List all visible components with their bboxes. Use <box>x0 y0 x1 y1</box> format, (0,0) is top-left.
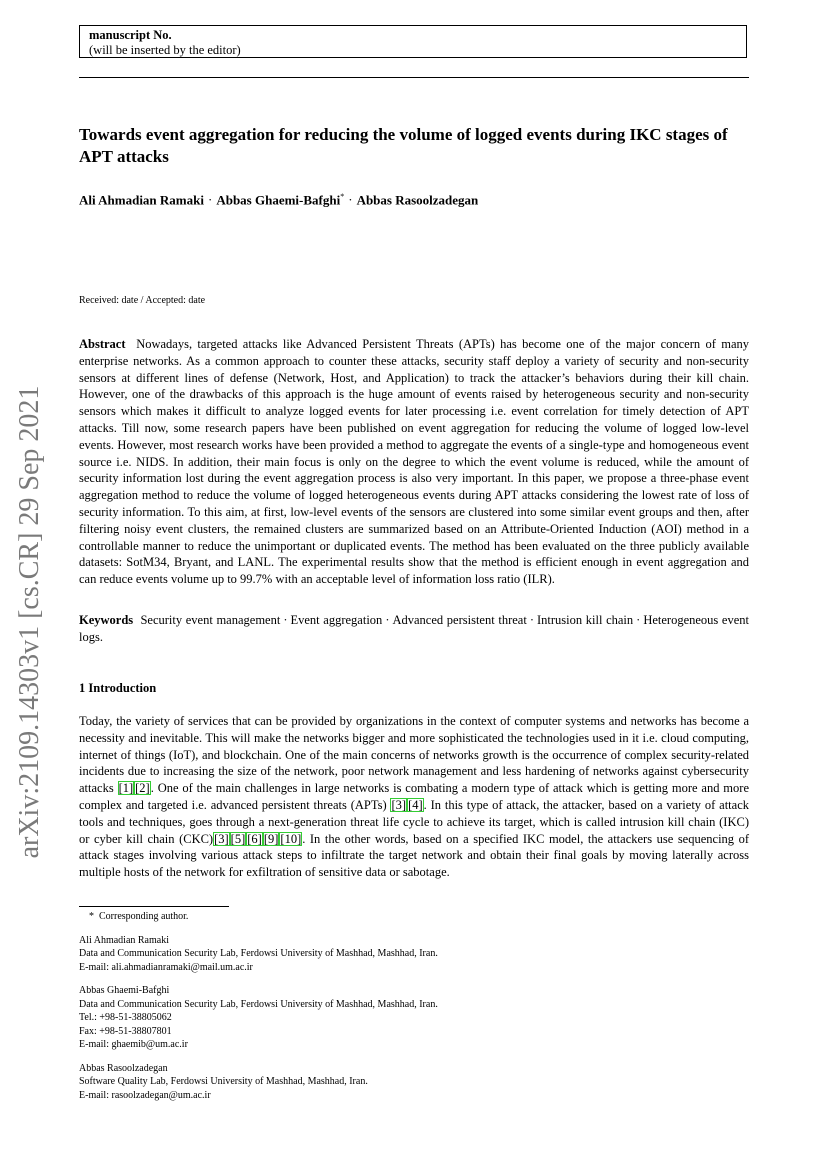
received-date: Received: date / Accepted: date <box>79 295 206 306</box>
keyword: Event aggregation <box>290 613 383 627</box>
intro-text: . In the other words, based on a specified IKC model, the attackers use sequencing of attack stages involving various attack steps to infiltrate the target network and obtain their final goals by moving laterally across multiple hosts of the network for exfiltration of sensitive data or sabotage. <box>79 831 750 880</box>
author-2: Abbas Ghaemi-Bafghi <box>216 192 341 208</box>
keyword: Security event management <box>140 613 281 627</box>
footnote-rule <box>79 906 229 907</box>
affiliation-name: Abbas Ghaemi-Bafghi <box>79 985 170 996</box>
footnote-mark: * <box>89 911 94 922</box>
author-1: Ali Ahmadian Ramaki <box>79 192 204 208</box>
affiliation-block <box>79 984 749 1052</box>
affiliation-name: Abbas Rasoolzadegan <box>79 1062 168 1074</box>
author-separator: · <box>207 192 213 208</box>
manuscript-number: manuscript No. <box>89 28 172 42</box>
keyword: Advanced persistent threat <box>392 613 527 627</box>
citation-link[interactable]: [10] <box>280 831 302 846</box>
affiliation-name: Ali Ahmadian Ramaki <box>79 934 169 946</box>
citation-link[interactable]: [4] <box>408 797 423 812</box>
keyword: Intrusion kill chain <box>536 613 634 627</box>
corresponding-mark: * <box>340 192 345 201</box>
affiliation-email: E-mail: ali.ahmadianramaki@mail.um.ac.ir <box>79 961 253 973</box>
affiliation-block <box>79 1062 749 1103</box>
author-3: Abbas Rasoolzadegan <box>356 192 479 208</box>
citation-link[interactable]: [5] <box>230 831 246 846</box>
affiliation-email: E-mail: ghaemib@um.ac.ir <box>79 1039 188 1050</box>
affiliation-fax: Fax: +98-51-38807801 <box>79 1025 172 1037</box>
citation-link[interactable]: [3] <box>214 831 229 846</box>
author-separator: · <box>348 192 353 208</box>
intro-text: . One of the main challenges in large networks is combating a modern type of attack which is getting more and more complex and targeted i.e. advanced persistent threats (APTs) <box>79 781 749 812</box>
manuscript-note: (will be inserted by the editor) <box>89 43 241 57</box>
paper-title: Towards event aggregation for reducing the volume of logged events during IKC stages of APT attacks <box>79 125 728 166</box>
affiliation-line: Data and Communication Security Lab, Ferdowsi University of Mashhad, Mashhad, Iran. <box>79 948 438 959</box>
affiliation-tel: Tel.: +98-51-38805062 <box>79 1012 172 1023</box>
footnotes <box>79 910 749 1102</box>
arxiv-stamp: arXiv:2109.14303v1 [cs.CR] 29 Sep 2021 <box>14 385 45 859</box>
section-heading-introduction: 1 Introduction <box>79 681 157 695</box>
affiliation-email: E-mail: rasoolzadegan@um.ac.ir <box>79 1089 211 1101</box>
abstract-text: Nowadays, targeted attacks like Advanced Persistent Threats (APTs) has become one of the major concern of many enterprise networks. As a common approach to counter these attacks, security staff deploy a variety of security and non-security sensors at different lines of defense (Network, Host, and Application) to track the attacker’s behaviors during their kill chain. However, one of the drawbacks of this approach is the huge amount of events raised by heterogeneous security and non-security sensors which makes it difficult to analyze logged events for later processing i.e. event correlation for timely detection of APT attacks. Till now, some research papers have been published on event aggregation for reducing the volume of logged low-level events. However, most research works have been provided a method to aggregate the events of a single-type and homogeneous event source i.e. NIDS. In addition, their main focus is only on the degree to which the event volume is reduced, while the amount of security information lost during the event aggregation process is also very important. In this paper, we propose a three-phase event aggregation method to reduce the volume of logged heterogeneous events during APT attacks considering the lowest rate of loss of security information. To this aim, at first, low-level events of the sensors are clustered into some similar event groups and then, after filtering noisy event clusters, the remained clusters are summarized based on an Attribute-Oriented Induction (AOI) method in a controllable manner to reduce the unimportant or duplicated events. The method has been evaluated on the three publicly available datasets: SotM34, Bryant, and LANL. The experimental results show that the method is efficient enough in event aggregation and can reduce events volume up to 99.7% with an acceptable level of information loss ratio (ILR). <box>79 337 749 587</box>
introduction-paragraph <box>79 713 749 881</box>
citation-link[interactable]: [6] <box>247 831 262 846</box>
abstract <box>79 336 749 588</box>
corresponding-text: Corresponding author. <box>99 911 189 922</box>
keyword-separator: · <box>529 613 534 627</box>
intro-text: Today, the variety of services that can be provided by organizations in the context of computer systems and networks has become a necessity and inevitable. This will make the networks bigger and more sophisticated the technologies used in it i.e. cloud computing, internet of things (IoT), and blockchain. One of the main concerns of networks growth is the occurrence of complex security-related incidents due to increasing the size of the network, poor network management and less hardening of networks against cybersecurity attacks <box>79 714 749 796</box>
header-rule <box>79 77 749 78</box>
corresponding-footnote <box>79 910 749 924</box>
keywords <box>79 612 749 646</box>
abstract-label: Abstract <box>79 337 126 351</box>
arxiv-stamp-container <box>10 367 50 877</box>
keywords-label: Keywords <box>79 613 134 627</box>
keyword-separator: · <box>636 613 641 627</box>
manuscript-box <box>79 25 747 58</box>
keyword: Heterogeneous event logs. <box>79 613 749 644</box>
citation-link[interactable]: [2] <box>135 781 150 796</box>
citation-link[interactable]: [1] <box>118 781 134 796</box>
affiliation-block <box>79 934 749 975</box>
intro-text: . In this type of attack, the attacker, based on a variety of attack tools and techniques, goes through a next-generation threat life cycle to achieve its target, which is called intrusion kill chain (IKC) or cyber kill chain (CKC) <box>79 797 749 846</box>
author-list <box>79 188 499 209</box>
citation-link[interactable]: [3] <box>391 797 407 812</box>
affiliation-line: Data and Communication Security Lab, Ferdowsi University of Mashhad, Mashhad, Iran. <box>79 998 438 1010</box>
keyword-separator: · <box>283 613 288 627</box>
affiliation-line: Software Quality Lab, Ferdowsi University of Mashhad, Mashhad, Iran. <box>79 1076 368 1087</box>
citation-link[interactable]: [9] <box>263 831 279 846</box>
keyword-separator: · <box>385 613 390 627</box>
